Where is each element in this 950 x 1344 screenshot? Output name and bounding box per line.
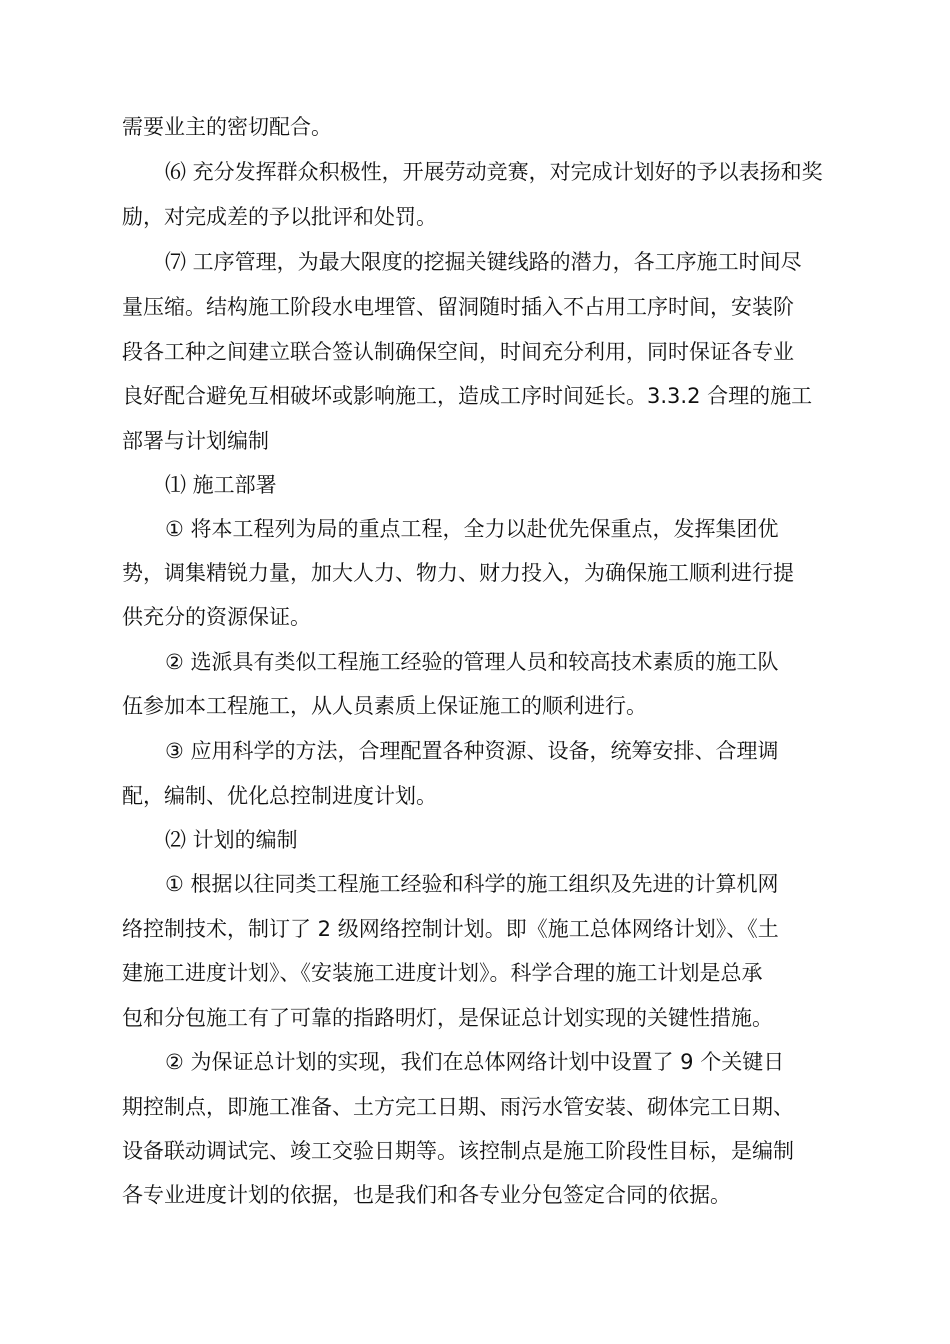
text-line: 需要业主的密切配合。 (122, 115, 332, 139)
text-line: 部署与计划编制 (122, 429, 269, 453)
text-line: ③ 应用科学的方法，合理配置各种资源、设备，统筹安排、合理调 (165, 739, 779, 763)
text-line: ① 将本工程列为局的重点工程，全力以赴优先保重点，发挥集团优 (165, 517, 779, 541)
text-line: 良好配合避免互相破坏或影响施工，造成工序时间延长。3.3.2 合理的施工 (122, 384, 813, 408)
text-line: 量压缩。结构施工阶段水电埋管、留洞随时插入不占用工序时间，安装阶 (122, 295, 794, 319)
text-line: ⑹ 充分发挥群众积极性，开展劳动竞赛，对完成计划好的予以表扬和奖 (165, 160, 823, 184)
text-line: ⑴ 施工部署 (165, 473, 277, 497)
text-line: 建施工进度计划》、《安装施工进度计划》。科学合理的施工计划是总承 (122, 961, 763, 985)
text-line: 络控制技术，制订了 2 级网络控制计划。即《施工总体网络计划》、《土 (122, 917, 779, 941)
text-line: 伍参加本工程施工，从人员素质上保证施工的顺利进行。 (122, 694, 647, 718)
text-line: 各专业进度计划的依据，也是我们和各专业分包签定合同的依据。 (122, 1183, 731, 1207)
text-line: 配，编制、优化总控制进度计划。 (122, 784, 437, 808)
text-line: 设备联动调试完、竣工交验日期等。该控制点是施工阶段性目标，是编制 (122, 1139, 794, 1163)
text-line: 包和分包施工有了可靠的指路明灯，是保证总计划实现的关键性措施。 (122, 1006, 773, 1030)
text-line: 励，对完成差的予以批评和处罚。 (122, 205, 437, 229)
text-line: ⑺ 工序管理，为最大限度的挖掘关键线路的潜力，各工序施工时间尽 (165, 250, 802, 274)
text-line: 势，调集精锐力量，加大人力、物力、财力投入，为确保施工顺利进行提 (122, 561, 794, 585)
text-line: 供充分的资源保证。 (122, 605, 311, 629)
text-line: ① 根据以往同类工程施工经验和科学的施工组织及先进的计算机网 (165, 872, 779, 896)
text-line: ② 选派具有类似工程施工经验的管理人员和较高技术素质的施工队 (165, 650, 779, 674)
text-line: 期控制点，即施工准备、土方完工日期、雨污水管安装、砌体完工日期、 (122, 1095, 794, 1119)
text-line: ② 为保证总计划的实现，我们在总体网络计划中设置了 9 个关键日 (165, 1050, 785, 1074)
text-line: ⑵ 计划的编制 (165, 828, 298, 852)
text-line: 段各工种之间建立联合签认制确保空间，时间充分利用，同时保证各专业 (122, 340, 794, 364)
